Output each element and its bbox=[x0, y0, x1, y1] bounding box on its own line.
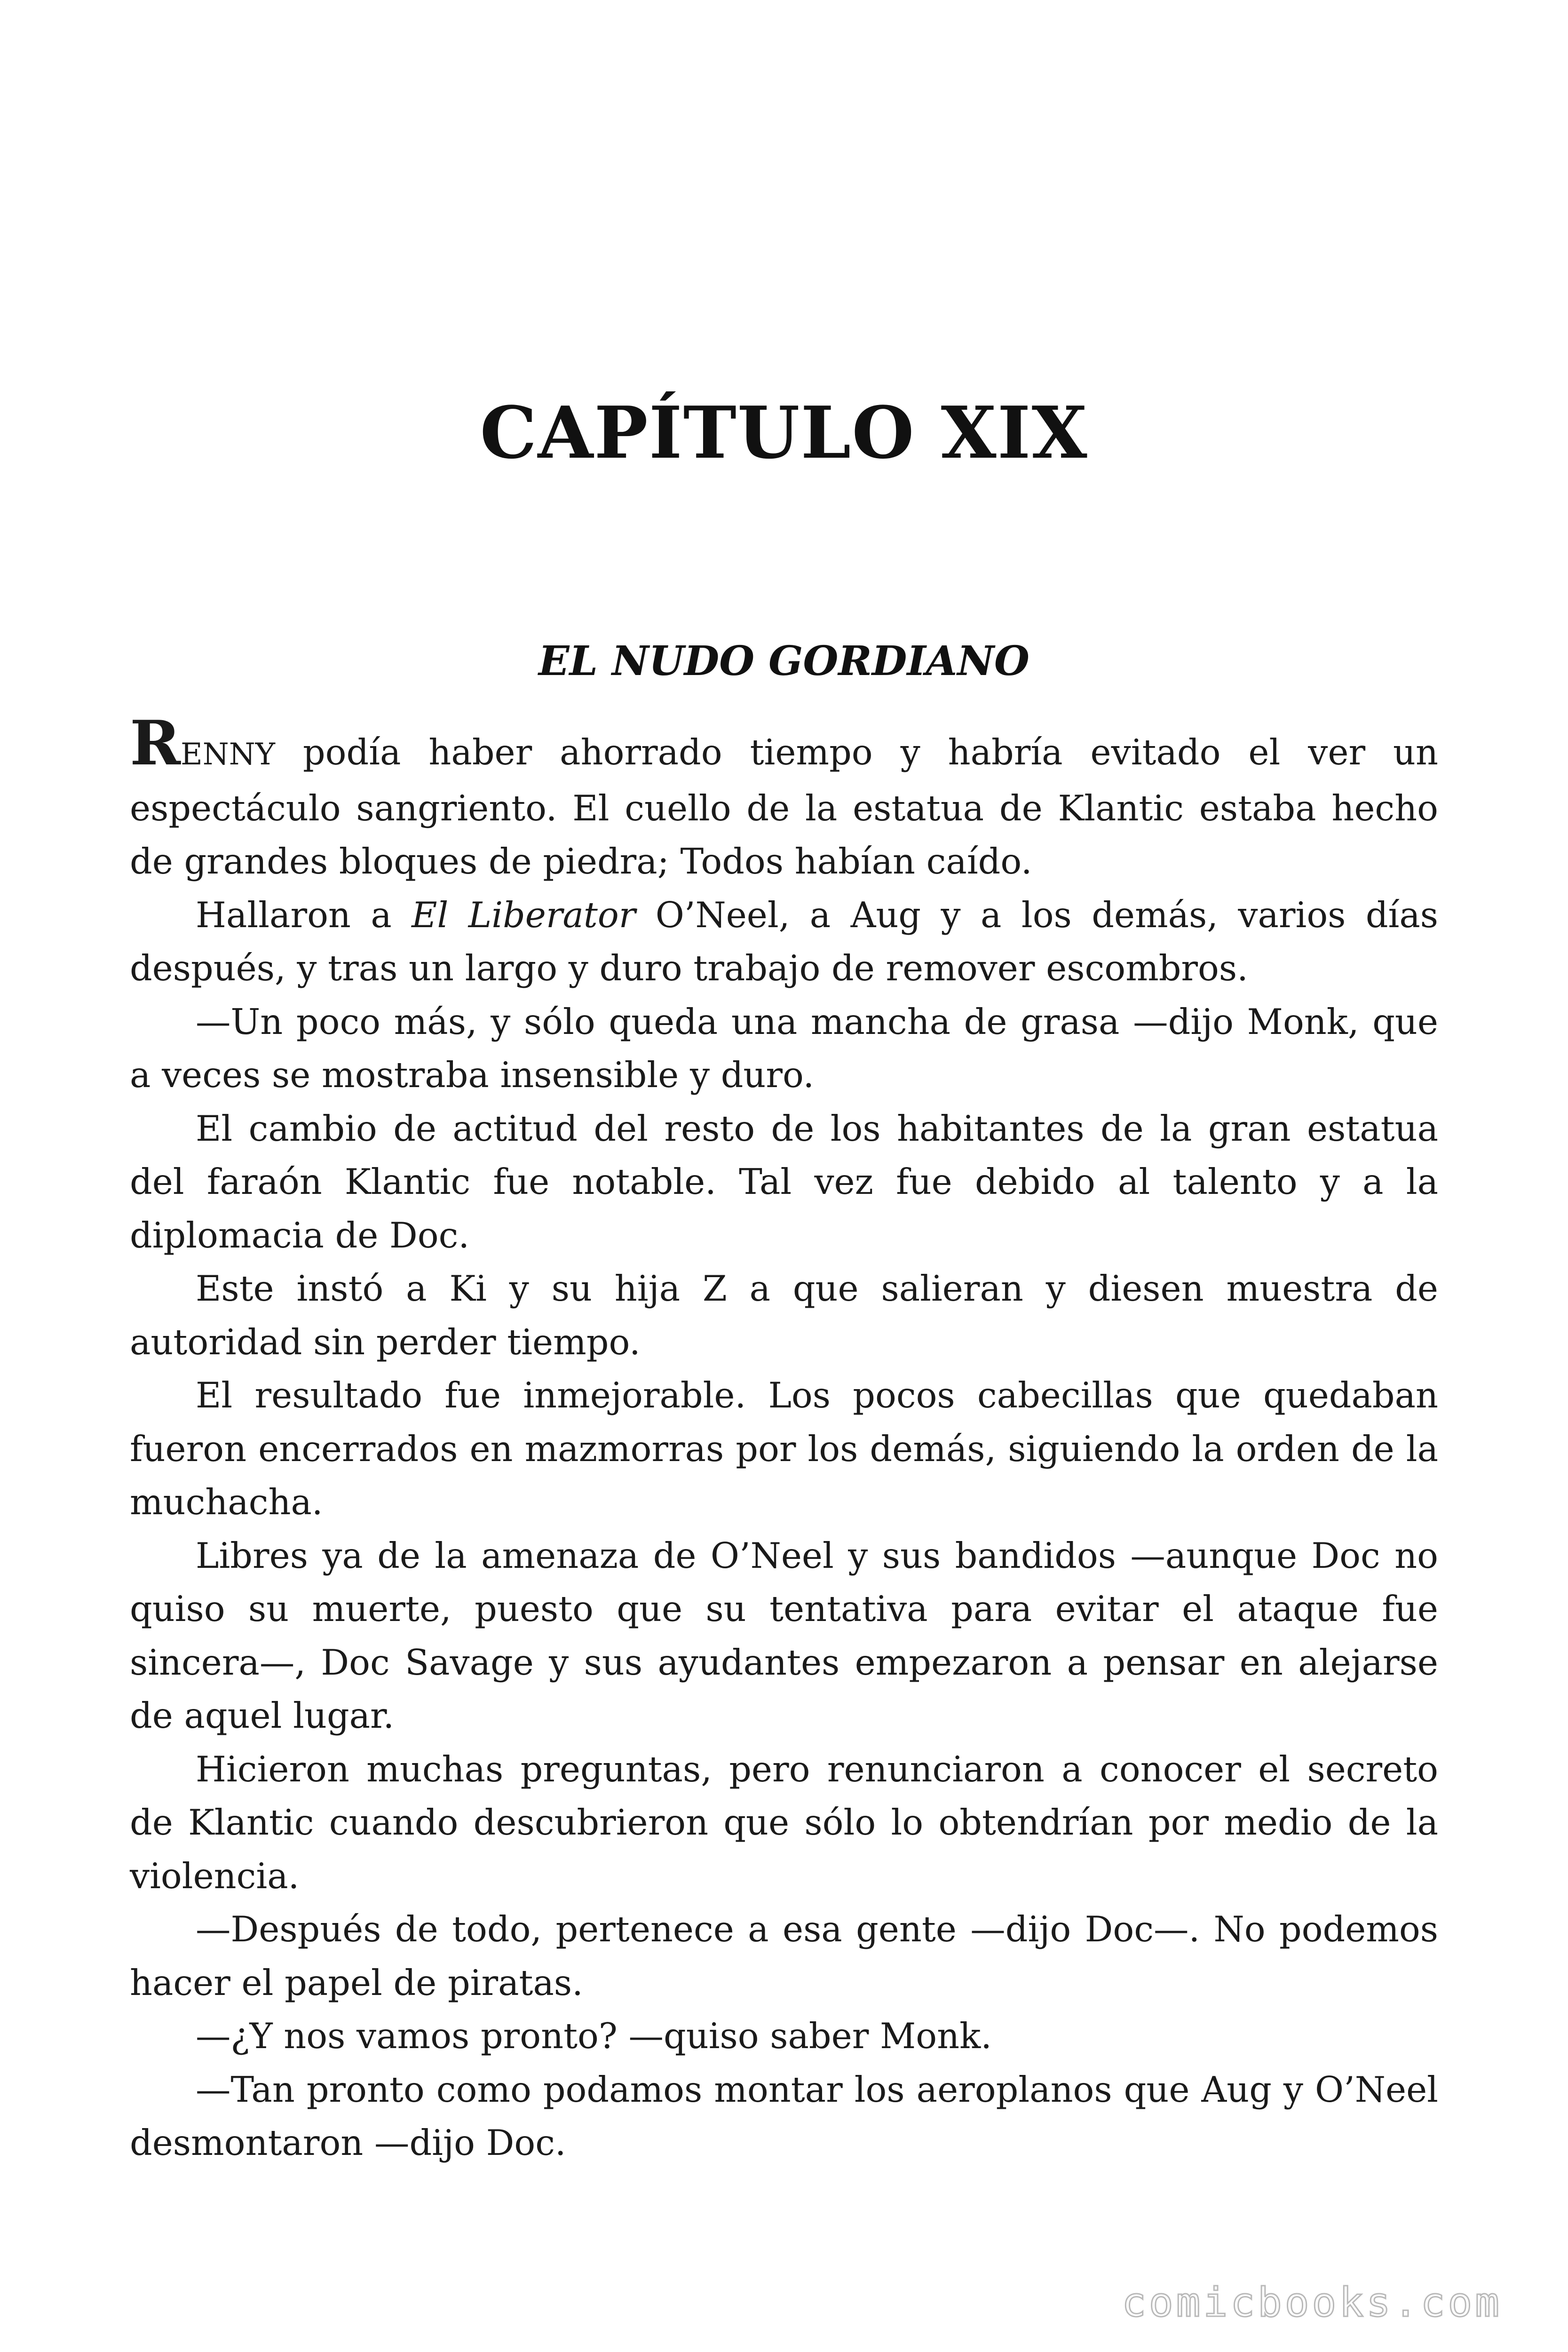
italic-title: El Liberator bbox=[412, 894, 636, 936]
paragraph: Este instó a Ki y su hija Z a que salieran y diesen muestra de autoridad sin perder tiempo. bbox=[130, 1268, 1438, 1363]
chapter-body bbox=[130, 707, 1439, 2170]
paragraph: Hicieron muchas preguntas, pero renunciaron a conocer el secreto de Klantic cuando descubrieron que sólo lo obtendrían por medio de la violencia. bbox=[130, 1748, 1438, 1897]
paragraph: —¿Y nos vamos pronto? —quiso saber Monk. bbox=[196, 2016, 992, 2057]
paragraph: Libres ya de la amenaza de O’Neel y sus bandidos —aunque Doc no quiso su muerte, puesto que su tentativa para evitar el ataque fue sincera—, Doc Savage y sus ayudantes empezaron a pensar en alejarse de aquel lugar. bbox=[130, 1535, 1438, 1736]
small-caps-word: ENNY bbox=[181, 737, 276, 772]
paragraph: El cambio de actitud del resto de los habitantes de la gran estatua del faraón Klantic fue notable. Tal vez fue debido al talento y a la diplomacia de Doc. bbox=[130, 1108, 1438, 1256]
paragraph-text: podía haber ahorrado tiempo y habría evitado el ver un espectáculo sangriento. El cuello de la estatua de Klantic estaba hecho de grandes bloques de piedra; Todos habían caído. bbox=[130, 732, 1438, 882]
paragraph bbox=[130, 889, 1438, 995]
paragraph-text: Hallaron a bbox=[196, 894, 412, 936]
paragraph: El resultado fue inmejorable. Los pocos cabecillas que quedaban fueron encerrados en mazmorras por los demás, siguiendo la orden de la muchacha. bbox=[130, 1375, 1438, 1523]
paragraph-text: O’Neel, a Aug y a los demás, varios días después, y tras un largo y duro trabajo de remover escombros. bbox=[130, 894, 1439, 989]
paragraph: —Un poco más, y sólo queda una mancha de grasa —dijo Monk, que a veces se mostraba insensible y duro. bbox=[130, 1001, 1438, 1096]
drop-cap: R bbox=[130, 707, 181, 779]
chapter-subtitle: EL NUDO GORDIANO bbox=[539, 637, 1029, 685]
paragraph bbox=[130, 707, 1438, 889]
chapter-title: CAPÍTULO XIX bbox=[480, 390, 1088, 475]
watermark: comicbooks.com bbox=[1122, 2279, 1502, 2326]
paragraph: —Tan pronto como podamos montar los aeroplanos que Aug y O’Neel desmontaron —dijo Doc. bbox=[130, 2069, 1438, 2163]
paragraph: —Después de todo, pertenece a esa gente —dijo Doc—. No podemos hacer el papel de piratas. bbox=[130, 1909, 1438, 2003]
